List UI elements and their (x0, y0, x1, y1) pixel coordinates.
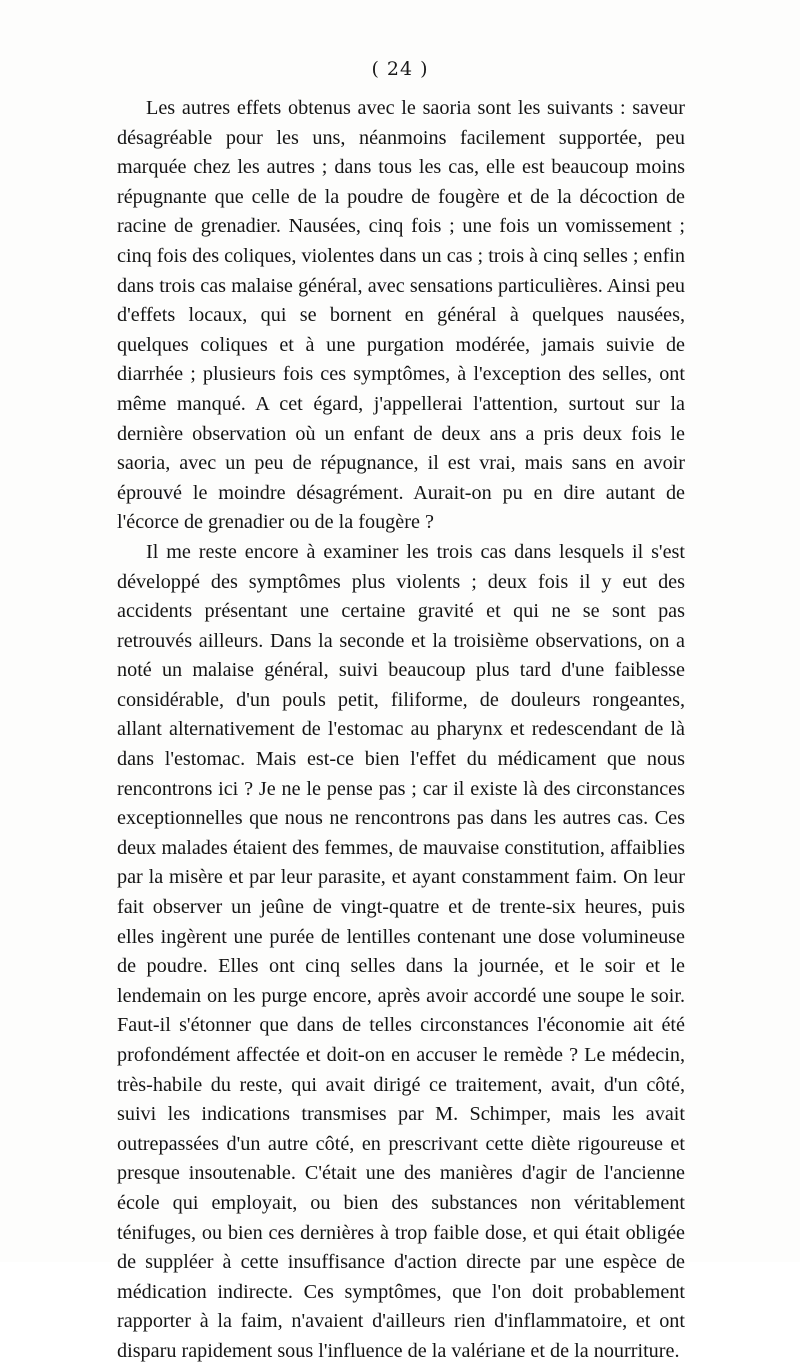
page-body (117, 94, 685, 1367)
page-number: ( 24 ) (371, 58, 429, 80)
paragraph-2: Il me reste encore à examiner les trois cas dans lesquels il s'est développé des symptômes plus violents ; deux fois il y eut des accidents présentant une certaine gravité et qui ne se sont pas retrouvés ailleurs. Dans la seconde et la troisième observations, on a noté un malaise général, suivi beaucoup plus tard d'une faiblesse considérable, d'un pouls petit, filiforme, de douleurs rongeantes, allant alternativement de l'estomac au pharynx et redescendant de là dans l'estomac. Mais est-ce bien l'effet du médicament que nous rencontrons ici ? Je ne le pense pas ; car il existe là des circonstances exceptionnelles que nous ne rencontrons pas dans les autres cas. Ces deux malades étaient des femmes, de mauvaise constitution, affaiblies par la misère et par leur parasite, et ayant constamment faim. On leur fait observer un jeûne de vingt-quatre et de trente-six heures, puis elles ingèrent une purée de lentilles contenant une dose volumineuse de poudre. Elles ont cinq selles dans la journée, et le soir et le lendemain on les purge encore, après avoir accordé une soupe le soir. Faut-il s'étonner que dans de telles circonstances l'économie ait été profondément affectée et doit-on en accuser le remède ? Le médecin, très-habile du reste, qui avait dirigé ce traitement, avait, d'un côté, suivi les indications transmises par M. Schimper, mais les avait outrepassées d'un autre côté, en prescrivant cette diète rigoureuse et presque insoutenable. C'était une des manières d'agir de l'ancienne école qui employait, ou bien des substances non véritablement ténifuges, ou bien ces dernières à trop faible dose, et qui était obligée de suppléer à cette insuffisance d'action directe par une espèce de médication indirecte. Ces symptômes, que l'on doit probablement rapporter à la faim, n'avaient d'ailleurs rien d'inflammatoire, et ont disparu rapidement sous l'influence de la valériane et de la nourriture. (117, 540, 685, 1362)
paragraph-1: Les autres effets obtenus avec le saoria sont les suivants : saveur désagréable pour les uns, néanmoins facilement supportée, peu marquée chez les autres ; dans tous les cas, elle est beaucoup moins répugnante que celle de la poudre de fougère et de la décoction de racine de grenadier. Nausées, cinq fois ; une fois un vomissement ; cinq fois des coliques, violentes dans un cas ; trois à cinq selles ; enfin dans trois cas malaise général, avec sensations particulières. Ainsi peu d'effets locaux, qui se bornent en général à quelques nausées, quelques coliques et à une purgation modérée, jamais suivie de diarrhée ; plusieurs fois ces symptômes, à l'exception des selles, ont même manqué. A cet égard, j'appellerai l'attention, surtout sur la dernière observation où un enfant de deux ans a pris deux fois le saoria, avec un peu de répugnance, il est vrai, mais sans en avoir éprouvé le moindre désagrément. Aurait-on pu en dire autant de l'écorce de grenadier ou de la fougère ? (117, 97, 685, 534)
